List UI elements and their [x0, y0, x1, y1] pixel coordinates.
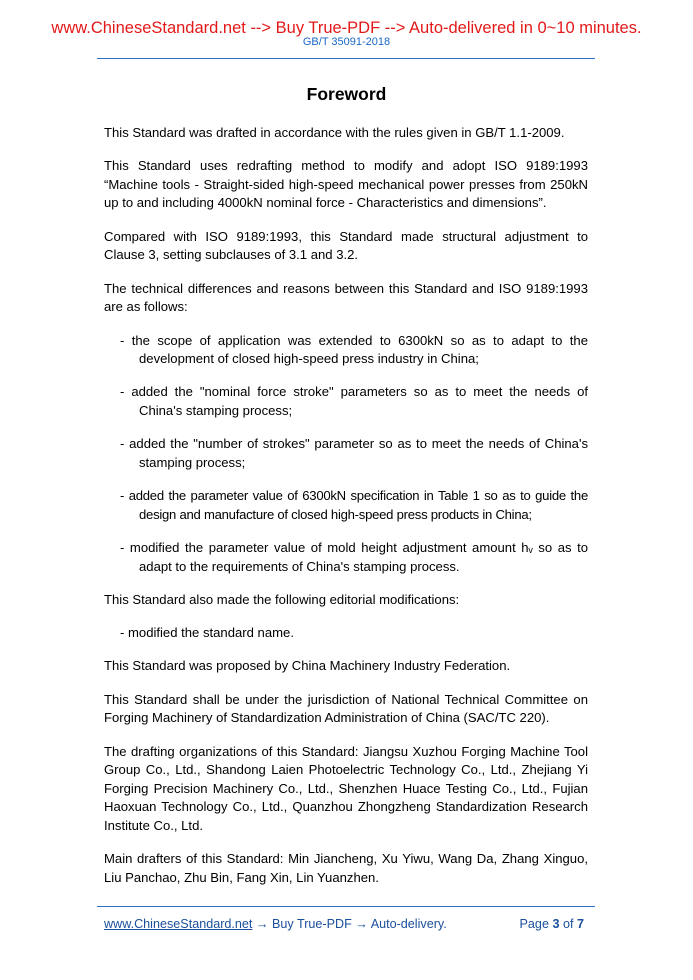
page-of: of	[562, 917, 574, 931]
footer-delivery-text: Auto-delivery.	[370, 917, 447, 931]
footer-site-link[interactable]: www.ChineseStandard.net	[104, 917, 253, 931]
header-banner[interactable]: www.ChineseStandard.net --> Buy True-PDF --> Auto-delivered in 0~10 minutes.	[51, 19, 642, 37]
paragraph-drafting-organizations: The drafting organizations of this Standard: Jiangsu Xuzhou Forging Machine Tool Group Co., Ltd., Shandong Laien Photoelectric Technology Co., Ltd., Zhejiang Yi Forging Precision Machinery Co., Ltd., Shenzhen Huace Testing Co., Ltd., Fujian Haoxuan Technology Co., Ltd., Quanzhou Zhongzheng Standardization Research Institute Co., Ltd.	[104, 743, 588, 833]
footer-divider	[97, 906, 595, 907]
list-item: - added the "number of strokes" parameter so as to meet the needs of China's stamping process;	[120, 436, 588, 470]
paragraph-adoption: This Standard uses redrafting method to modify and adopt ISO 9189:1993 “Machine tools - Straight-sided high-speed mechanical power presses from 250kN up to and including 4000kN nominal force - Characteristics and dimensions”.	[104, 158, 588, 211]
page-title: Foreword	[306, 84, 387, 104]
list-item: - the scope of application was extended to 6300kN so as to adapt to the development of closed high-speed press industry in China;	[120, 332, 588, 367]
header-divider	[97, 58, 595, 59]
list-item: - modified the standard name.	[120, 625, 294, 641]
arrow-right-icon: →	[355, 917, 368, 931]
page-label: Page	[519, 917, 549, 931]
foreword-body	[104, 124, 588, 902]
list-item: - modified the parameter value of mold height adjustment amount hᵥ so as to adapt to the requirements of China's stamping process.	[120, 540, 588, 574]
list-item: - added the "nominal force stroke" parameters so as to meet the needs of China's stamping process;	[120, 384, 588, 418]
paragraph-drafting-rules: This Standard was drafted in accordance with the rules given in GB/T 1.1-2009.	[104, 125, 565, 140]
paragraph-proposer: This Standard was proposed by China Machinery Industry Federation.	[104, 658, 511, 674]
list-item: - added the parameter value of 6300kN specification in Table 1 so as to guide the design and manufacture of closed high-speed press products in China;	[120, 488, 588, 522]
document-code: GB/T 35091-2018	[302, 36, 391, 48]
page-indicator	[520, 916, 584, 932]
paragraph-editorial-modifications: This Standard also made the following editorial modifications:	[104, 591, 460, 607]
arrow-right-icon: →	[255, 917, 269, 931]
page-total: 7	[576, 917, 584, 931]
paragraph-technical-differences: The technical differences and reasons between this Standard and ISO 9189:1993 are as follows:	[104, 280, 588, 315]
page-footer	[104, 916, 588, 932]
page-current: 3	[552, 917, 560, 931]
paragraph-jurisdiction: This Standard shall be under the jurisdiction of National Technical Committee on Forging Machinery of Standardization Administration of China (SAC/TC 220).	[104, 691, 588, 726]
paragraph-structural-adjustment: Compared with ISO 9189:1993, this Standard made structural adjustment to Clause 3, setting subclauses of 3.1 and 3.2.	[104, 228, 588, 263]
footer-buy-link[interactable]: Buy True-PDF	[272, 917, 352, 931]
paragraph-main-drafters: Main drafters of this Standard: Min Jiancheng, Xu Yiwu, Wang Da, Zhang Xinguo, Liu Panchao, Zhu Bin, Fang Xin, Lin Yuanzhen.	[104, 851, 588, 885]
